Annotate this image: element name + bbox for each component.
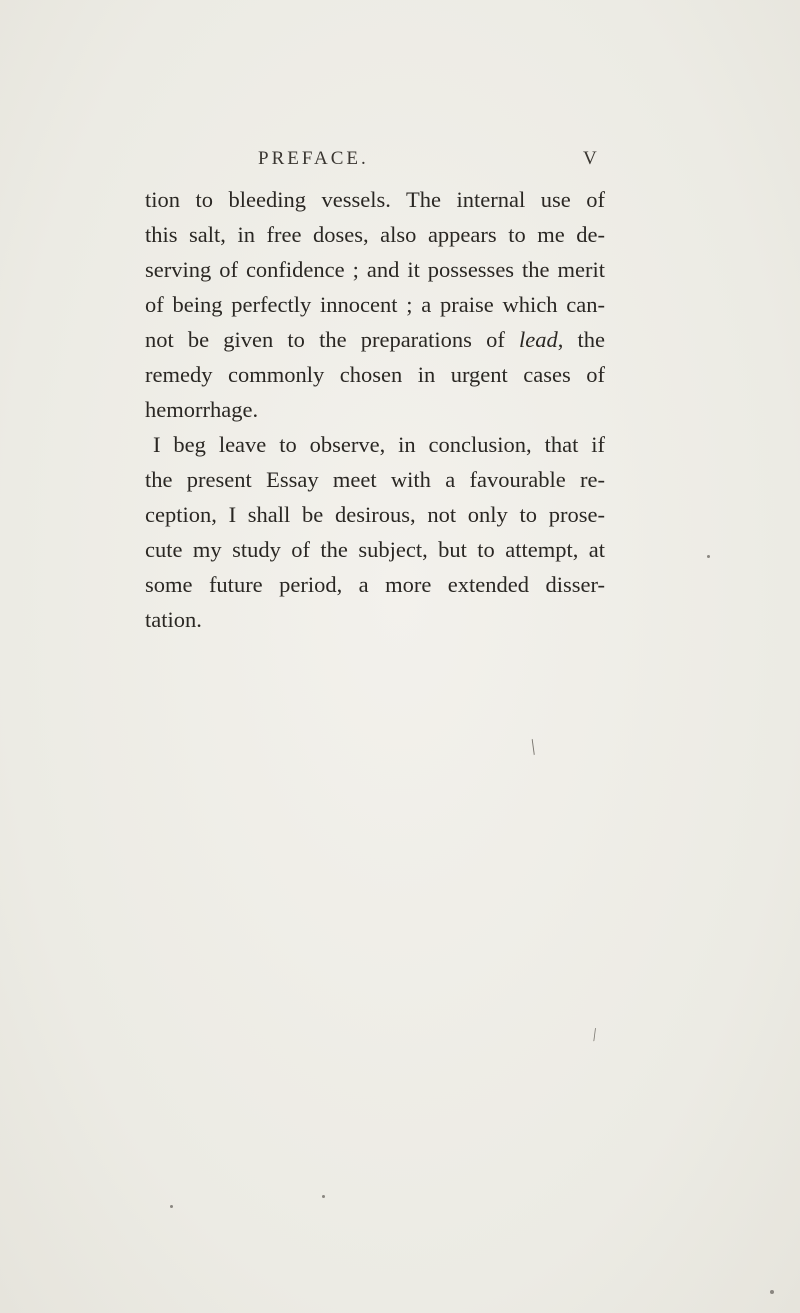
running-head (0, 148, 800, 172)
text-line: of being perfectly innocent ; a praise which can- (145, 292, 605, 317)
text-fragment: not be given to the preparations of (145, 327, 519, 352)
paper-speck (322, 1195, 325, 1198)
body-text (145, 182, 605, 637)
text-fragment: , the (557, 327, 605, 352)
paper-speck: ╱ (590, 1029, 600, 1042)
text-line: remedy commonly chosen in urgent cases of (145, 362, 605, 387)
page-number: V (583, 148, 597, 169)
text-line: cute my study of the subject, but to attempt, at (145, 537, 605, 562)
text-line: tation. (145, 607, 202, 632)
text-line: hemorrhage. (145, 397, 259, 422)
text-line: tion to bleeding vessels. The internal use of (145, 187, 605, 212)
text-line (145, 322, 605, 357)
text-line: ception, I shall be desirous, not only to prose- (145, 502, 605, 527)
text-line: the present Essay meet with a favourable re- (145, 467, 605, 492)
text-line: I beg leave to observe, in conclusion, that if (153, 432, 605, 457)
text-line: some future period, a more extended disser- (145, 572, 605, 597)
paper-speck (770, 1290, 774, 1294)
text-line: serving of confidence ; and it possesses the merit (145, 257, 605, 282)
paper-speck (707, 555, 710, 558)
paper-speck: ╱ (526, 739, 541, 755)
italic-word: lead (518, 327, 558, 352)
text-line: this salt, in free doses, also appears to me de- (145, 222, 605, 247)
running-title: PREFACE. (258, 148, 369, 169)
paper-speck (170, 1205, 173, 1208)
